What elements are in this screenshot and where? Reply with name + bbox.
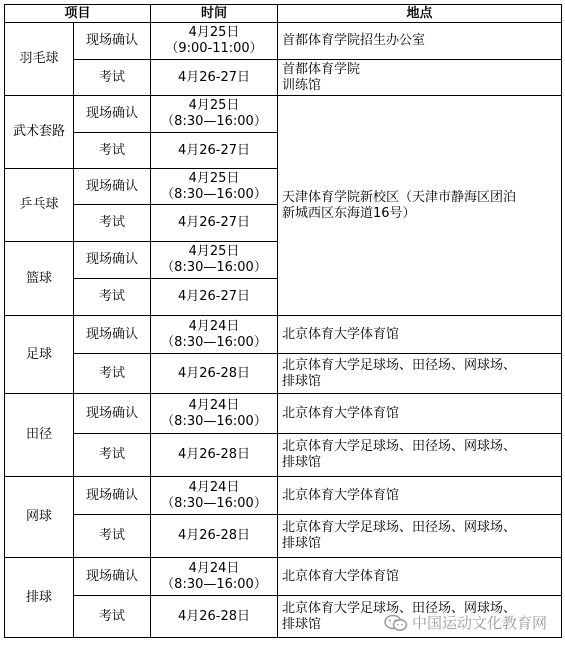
place-cell: 北京体育大学足球场、田径场、网球场、 排球馆 — [278, 515, 562, 558]
time-cell: 4月26-28日 — [151, 354, 278, 394]
table-row — [5, 558, 562, 596]
watermark — [384, 612, 547, 633]
table-row — [5, 354, 562, 394]
sport-name: 篮球 — [5, 242, 74, 316]
stage-cell: 考试 — [74, 434, 151, 477]
time-cell: 4月26-27日 — [151, 133, 278, 169]
schedule-table — [4, 4, 562, 638]
stage-cell: 考试 — [74, 205, 151, 242]
header-sport: 项目 — [5, 5, 151, 23]
place-cell: 天津体育学院新校区（天津市静海区团泊 新城西区东海道16号） — [278, 96, 562, 316]
stage-cell: 现场确认 — [74, 316, 151, 354]
place-cell: 北京体育大学体育馆 — [278, 558, 562, 596]
stage-cell: 考试 — [74, 515, 151, 558]
sport-name: 武术套路 — [5, 96, 74, 169]
stage-cell: 考试 — [74, 279, 151, 316]
time-cell: 4月26-27日 — [151, 205, 278, 242]
place-cell: 首都体育学院 训练馆 — [278, 60, 562, 96]
stage-cell: 现场确认 — [74, 558, 151, 596]
watermark-text: 中国运动文化教育网 — [412, 614, 548, 632]
sport-name: 羽毛球 — [5, 23, 74, 96]
table-row — [5, 96, 562, 133]
table-row — [5, 394, 562, 434]
place-cell: 首都体育学院招生办公室 — [278, 23, 562, 60]
sport-name: 排球 — [5, 558, 74, 638]
header-time: 时间 — [151, 5, 278, 23]
time-cell: 4月26-27日 — [151, 60, 278, 96]
table-row — [5, 434, 562, 477]
header-place: 地点 — [278, 5, 562, 23]
time-cell: 4月24日 （8:30—16:00） — [151, 316, 278, 354]
table-row — [5, 477, 562, 515]
stage-cell: 现场确认 — [74, 23, 151, 60]
stage-cell: 现场确认 — [74, 169, 151, 205]
place-cell: 北京体育大学足球场、田径场、网球场、 排球馆 — [278, 434, 562, 477]
time-cell: 4月25日 （8:30—16:00） — [151, 169, 278, 205]
table-row — [5, 515, 562, 558]
table-row — [5, 316, 562, 354]
stage-cell: 现场确认 — [74, 477, 151, 515]
header-row — [5, 5, 562, 23]
sport-name: 乒乓球 — [5, 169, 74, 242]
time-cell: 4月25日 （8:30—16:00） — [151, 96, 278, 133]
wechat-icon — [384, 614, 408, 632]
sport-name: 田径 — [5, 394, 74, 477]
place-cell: 北京体育大学体育馆 — [278, 477, 562, 515]
time-cell: 4月24日 （8:30—16:00） — [151, 477, 278, 515]
stage-cell: 考试 — [74, 133, 151, 169]
stage-cell: 现场确认 — [74, 394, 151, 434]
place-cell: 北京体育大学体育馆 — [278, 394, 562, 434]
sport-name: 足球 — [5, 316, 74, 394]
table-row — [5, 23, 562, 60]
time-cell: 4月26-27日 — [151, 279, 278, 316]
time-cell: 4月25日 （8:30—16:00） — [151, 242, 278, 279]
stage-cell: 考试 — [74, 60, 151, 96]
stage-cell: 考试 — [74, 354, 151, 394]
time-cell: 4月24日 （8:30—16:00） — [151, 558, 278, 596]
table-row — [5, 60, 562, 96]
time-cell: 4月26-28日 — [151, 515, 278, 558]
stage-cell: 现场确认 — [74, 242, 151, 279]
time-cell: 4月26-28日 — [151, 434, 278, 477]
place-cell: 北京体育大学足球场、田径场、网球场、 排球馆 — [278, 596, 562, 638]
place-cell: 北京体育大学足球场、田径场、网球场、 排球馆 — [278, 354, 562, 394]
place-cell: 北京体育大学体育馆 — [278, 316, 562, 354]
sport-name: 网球 — [5, 477, 74, 558]
stage-cell: 现场确认 — [74, 96, 151, 133]
stage-cell: 考试 — [74, 596, 151, 638]
time-cell: 4月26-28日 — [151, 596, 278, 638]
time-cell: 4月24日 （8:30—16:00） — [151, 394, 278, 434]
schedule-body — [5, 23, 562, 638]
time-cell: 4月25日 （9:00-11:00） — [151, 23, 278, 60]
